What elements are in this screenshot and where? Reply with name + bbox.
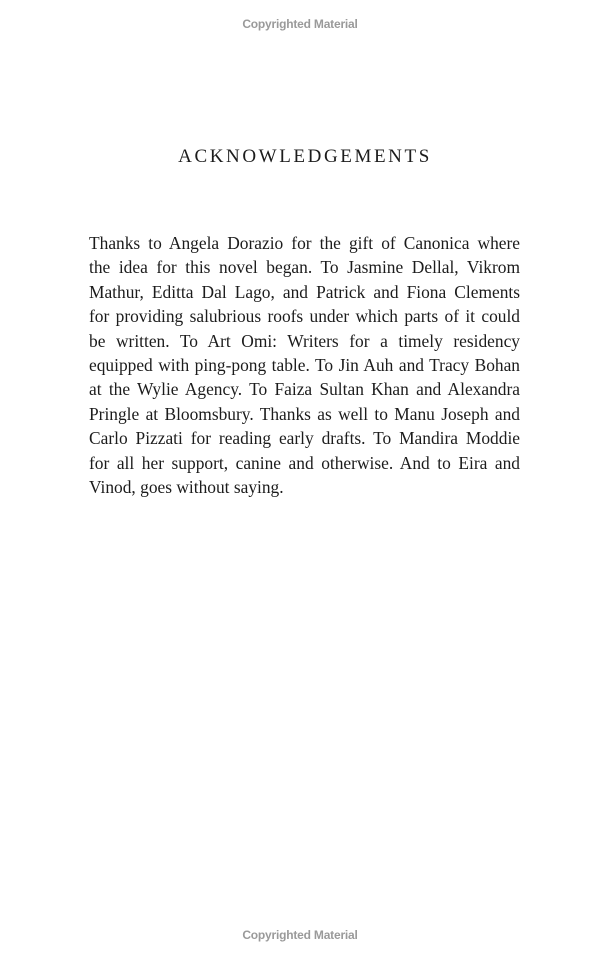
paragraph-line: at the Wylie Agency. To Faiza Sultan Khan and Alexandra (89, 379, 520, 400)
paragraph-line: for all her support, canine and otherwise. And to Eira and (89, 452, 520, 473)
paragraph-line: Vinod, goes without saying. (89, 477, 284, 498)
paragraph-line: Mathur, Editta Dal Lago, and Patrick and Fiona Clements (89, 281, 520, 302)
copyright-watermark-bottom: Copyrighted Material (242, 928, 358, 942)
paragraph-line: for providing salubrious roofs under which parts of it could (89, 306, 520, 327)
page-heading: ACKNOWLEDGEMENTS (178, 146, 432, 167)
copyright-watermark-top: Copyrighted Material (242, 17, 358, 31)
paragraph-line: the idea for this novel began. To Jasmine Dellal, Vikrom (89, 257, 520, 278)
acknowledgements-paragraph (89, 231, 520, 499)
paragraph-line: equipped with ping-pong table. To Jin Auh and Tracy Bohan (89, 355, 520, 376)
paragraph-line: be written. To Art Omi: Writers for a timely residency (89, 330, 520, 351)
paragraph-line: Thanks to Angela Dorazio for the gift of Canonica where (89, 233, 520, 253)
paragraph-line: Carlo Pizzati for reading early drafts. To Mandira Moddie (89, 428, 520, 449)
paragraph-line: Pringle at Bloomsbury. Thanks as well to Manu Joseph and (89, 403, 520, 424)
